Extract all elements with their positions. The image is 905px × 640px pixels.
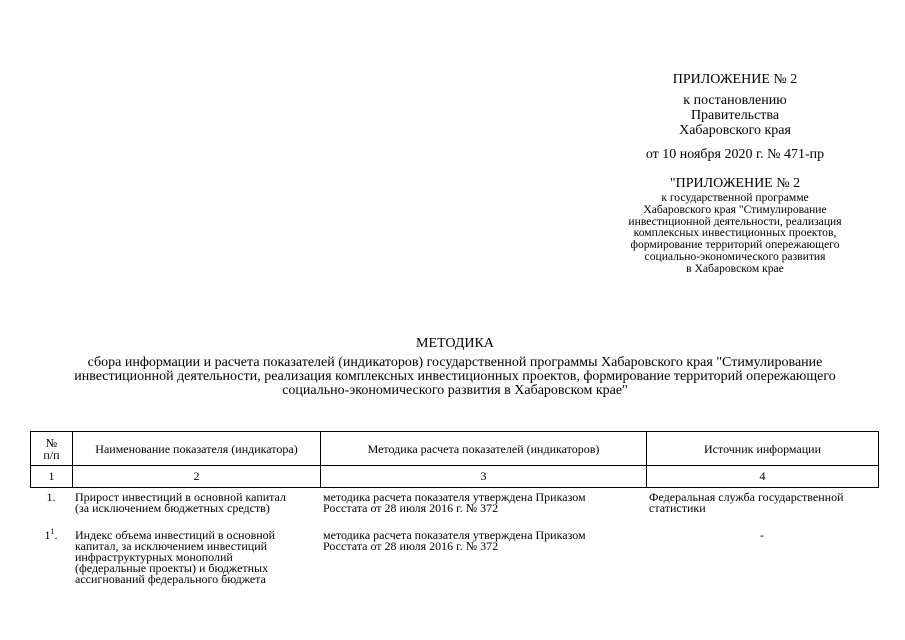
appendix-line: к постановлению	[683, 93, 787, 108]
row-indicator-name: Прирост инвестиций в основной капитал (за исключением бюджетных средств)	[75, 490, 286, 515]
indicators-table-header	[30, 431, 879, 488]
column-number: 1	[31, 466, 73, 488]
footnote-superscript: 1	[50, 527, 55, 536]
header-cell-source: Источник информации	[647, 432, 879, 466]
header-cell-name: Наименование показателя (индикатора)	[73, 432, 321, 466]
row-number: 1.	[46, 490, 56, 504]
program-appendix-line: к государственной программе	[661, 191, 809, 204]
document-title-main: МЕТОДИКА	[416, 336, 494, 351]
appendix-header	[600, 72, 870, 162]
appendix-line: Хабаровского края	[679, 123, 791, 138]
program-appendix-header	[600, 176, 870, 275]
table-row	[30, 492, 878, 530]
row-number: $1^1$.	[44, 527, 58, 542]
row-method: методика расчета показателя утверждена Приказом Росстата от 28 июля 2016 г. № 372	[323, 528, 586, 553]
column-number: 4	[647, 466, 879, 488]
document-subtitle-line: социально-экономического развития в Хабаровском крае"	[282, 383, 628, 398]
program-appendix-line: инвестиционной деятельности, реализация	[628, 214, 842, 228]
table-row	[30, 530, 878, 585]
row-indicator-name: Индекс объема инвестиций в основной капитал, за исключением инвестиций инфраструктурных монополий (федеральные проекты) и бюджетных ассигнований федерального бюджета	[75, 528, 276, 586]
document-subtitle-line: инвестиционной деятельности, реализация комплексных инвестиционных проектов, формирование территорий опережающего	[74, 369, 836, 384]
appendix-title: ПРИЛОЖЕНИЕ № 2	[672, 72, 798, 87]
program-appendix-line: Хабаровского края "Стимулирование	[643, 202, 827, 216]
table-header-row	[31, 432, 879, 466]
row-method: методика расчета показателя утверждена Приказом Росстата от 28 июля 2016 г. № 372	[323, 490, 586, 515]
document-subtitle-line: сбора информации и расчета показателей (индикаторов) государственной программы Хабаровского края "Стимулирование	[87, 355, 823, 370]
row-source: -	[760, 528, 764, 542]
program-appendix-line: социально-экономического развития	[644, 249, 826, 263]
program-appendix-title: "ПРИЛОЖЕНИЕ № 2	[669, 176, 801, 191]
appendix-date: от 10 ноября 2020 г. № 471-пр	[645, 147, 825, 162]
header-cell-method: Методика расчета показателей (индикаторов)	[321, 432, 647, 466]
column-number: 3	[321, 466, 647, 488]
program-appendix-line: в Хабаровском крае	[686, 261, 784, 275]
row-source: Федеральная служба государственной статистики	[649, 490, 844, 515]
program-appendix-line: комплексных инвестиционных проектов,	[633, 226, 837, 240]
column-number: 2	[73, 466, 321, 488]
header-cell-number: № п/п	[31, 432, 73, 466]
column-number-row	[31, 466, 879, 488]
document-title	[30, 336, 880, 398]
appendix-line: Правительства	[690, 108, 780, 123]
program-appendix-line: формирование территорий опережающего	[630, 238, 840, 252]
indicators-table-body	[30, 492, 878, 585]
